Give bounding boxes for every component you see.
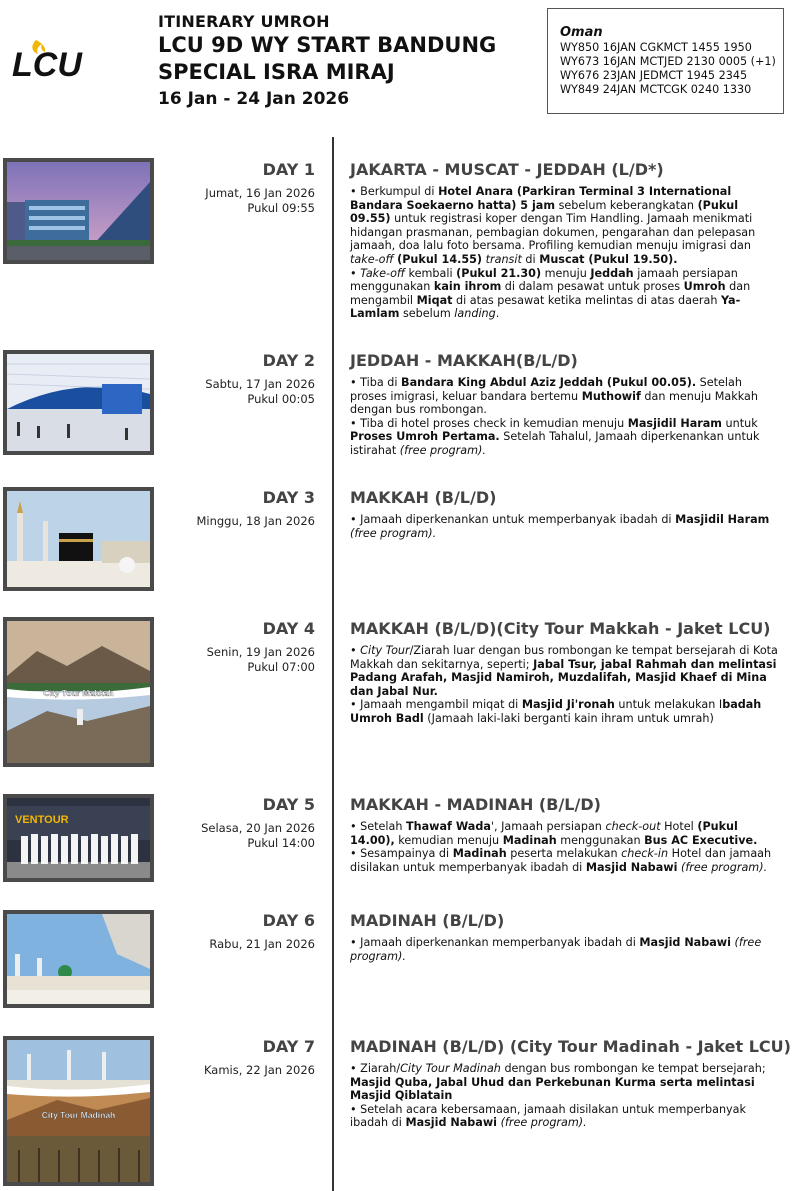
day-description [350,820,782,874]
description-paragraph: • Setelah acara kebersamaan, jamaah disilakan untuk memperbanyak ibadah di Masjid Nabawi (free program). [350,1102,747,1130]
day-date [207,645,315,675]
day-6-photo-masjid-nabawi [3,910,154,1008]
day-label: DAY 1 [262,160,315,179]
day-date-text: Sabtu, 17 Jan 2026 [205,377,315,391]
day-4-photo-city-tour-makkah [3,617,154,767]
day-1-photo-airport-hotel [3,158,154,264]
flight-line: WY673 16JAN MCTJED 2130 0005 (+1) [560,55,776,68]
description-paragraph: • Ziarah/City Tour Madinah dengan bus rombongan ke tempat bersejarah; Masjid Quba, Jabal Uhud dan Perkebunan Kurma serta melintasi Masjid Qiblatain [350,1062,766,1103]
day-2-photo-jeddah-airport [3,350,154,455]
svg-text:LCU: LCU [12,46,82,84]
day-date [205,186,315,216]
description-paragraph: • Jamaah diperkenankan untuk memperbanyak ibadah di Masjidil Haram (free program). [350,513,770,540]
day-title: JAKARTA - MUSCAT - JEDDAH (L/D*) [350,160,664,179]
photo-caption: City Tour Madinah [41,1110,116,1120]
description-paragraph: • Setelah Thawaf Wada', Jamaah persiapan check-out Hotel (Pukul 14.00), kemudian menuju Madinah menggunakan Bus AC Executive. [350,820,758,847]
day-5-photo-group-bus [3,794,154,882]
day-description [350,644,782,726]
day-3-photo-kaaba [3,487,154,591]
day-title: MAKKAH - MADINAH (B/L/D) [350,795,601,814]
title-small: ITINERARY UMROH [158,12,330,31]
day-time-text: Pukul 07:00 [247,660,315,674]
description-paragraph: • Sesampainya di Madinah peserta melakukan check-in Hotel dan jamaah disilakan untuk memperbanyak ibadah di Masjid Nabawi (free program). [350,847,772,874]
description-paragraph: • Tiba di hotel proses check in kemudian menuju Masjidil Haram untuk Proses Umroh Pertama. Setelah Tahalul, Jamaah diperkenankan untuk istirahat (free program). [350,416,760,457]
itinerary-title-block [158,12,538,110]
day-description [350,376,782,458]
description-paragraph: • Jamaah diperkenankan memperbanyak ibadah di Masjid Nabawi (free program). [350,936,762,963]
day-title: MADINAH (B/L/D) (City Tour Madinah - Jaket LCU) [350,1037,791,1056]
day-time-text: Pukul 00:05 [247,392,315,406]
day-title: MAKKAH (B/L/D) [350,488,497,507]
trip-dates: 16 Jan - 24 Jan 2026 [158,89,350,109]
day-description [350,1062,782,1130]
description-paragraph: • Tiba di Bandara King Abdul Aziz Jeddah (Pukul 00.05). Setelah proses imigrasi, keluar bandara bertemu Muthowif dan menuju Makkah dengan bus rombongan. [350,376,758,417]
description-paragraph: • Jamaah mengambil miqat di Masjid Ji'ronah untuk melakukan Ibadah Umroh Badl (Jamaah laki-laki berganti kain ihram untuk umrah) [350,698,762,725]
day-date [201,821,315,851]
day-label: DAY 4 [262,619,315,638]
title-line-1: LCU 9D WY START BANDUNG [158,33,497,57]
day-date-text: Jumat, 16 Jan 2026 [205,186,315,200]
description-paragraph: • Take-off kembali (Pukul 21.30) menuju Jeddah jamaah persiapan menggunakan kain ihrom di dalam pesawat untuk proses Umroh dan mengambil Miqat di atas pesawat ketika melintas di atas daerah Ya-Lamlam sebelum landing. [350,266,751,321]
day-label: DAY 7 [262,1037,315,1056]
day-description [350,513,782,540]
flight-info-box [547,8,784,114]
day-date [204,1063,315,1078]
description-paragraph: • City Tour/Ziarah luar dengan bus rombongan ke tempat bersejarah di Kota Makkah dan sekitarnya, seperti; Jabal Tsur, jabal Rahmah dan melintasi Padang Arafah, Masjid Namiroh, Muzdalifah, Masjid Khaef di Mina dan Jabal Nur. [350,644,778,698]
day-date-text: Kamis, 22 Jan 2026 [203,1063,315,1077]
day-date-text: Selasa, 20 Jan 2026 [201,821,315,835]
title-line-2: SPECIAL ISRA MIRAJ [158,60,395,84]
flight-line: WY676 23JAN JEDMCT 1945 2345 [560,69,748,82]
day-7-photo-city-tour-madinah [3,1036,154,1186]
day-description [350,936,782,963]
day-title: MAKKAH (B/L/D)(City Tour Makkah - Jaket LCU) [350,619,771,638]
description-paragraph: • Berkumpul di Hotel Anara (Parkiran Terminal 3 International Bandara Soekaerno hatta) 5 jam sebelum keberangkatan (Pukul 09.55) untuk registrasi koper dengan Tim Handling. Jamaah menikmati hidangan prasmanan, pembagian dokumen, pengarahan dan pelepasan jamaah, doa lalu foto bersama. Profiling kemudian menuju imigrasi dan take-off (Pukul 14.55) transit di Muscat (Pukul 19.50). [350,185,756,266]
flight-line: WY849 24JAN MCTCGK 0240 1330 [560,83,752,96]
day-date [196,514,315,529]
day-label: DAY 3 [262,488,315,507]
day-label: DAY 2 [262,351,315,370]
day-title: MADINAH (B/L/D) [350,911,505,930]
day-date-text: Senin, 19 Jan 2026 [206,645,315,659]
day-description [350,185,782,321]
timeline-divider [332,137,334,1191]
day-label: DAY 6 [262,911,315,930]
photo-caption: VENTOUR [15,814,69,826]
day-date-text: Minggu, 18 Jan 2026 [196,514,315,528]
day-date [209,937,315,952]
photo-caption: City Tour Makkah [43,688,114,698]
day-time-text: Pukul 09:55 [247,201,315,215]
airline-name: Oman [560,25,603,40]
flight-line: WY850 16JAN CGKMCT 1455 1950 [560,41,752,54]
day-date-text: Rabu, 21 Jan 2026 [209,937,315,951]
lcu-logo [12,34,92,84]
day-title: JEDDAH - MAKKAH(B/L/D) [350,351,578,370]
day-time-text: Pukul 14:00 [247,836,315,850]
day-label: DAY 5 [262,795,315,814]
day-date [205,377,315,407]
